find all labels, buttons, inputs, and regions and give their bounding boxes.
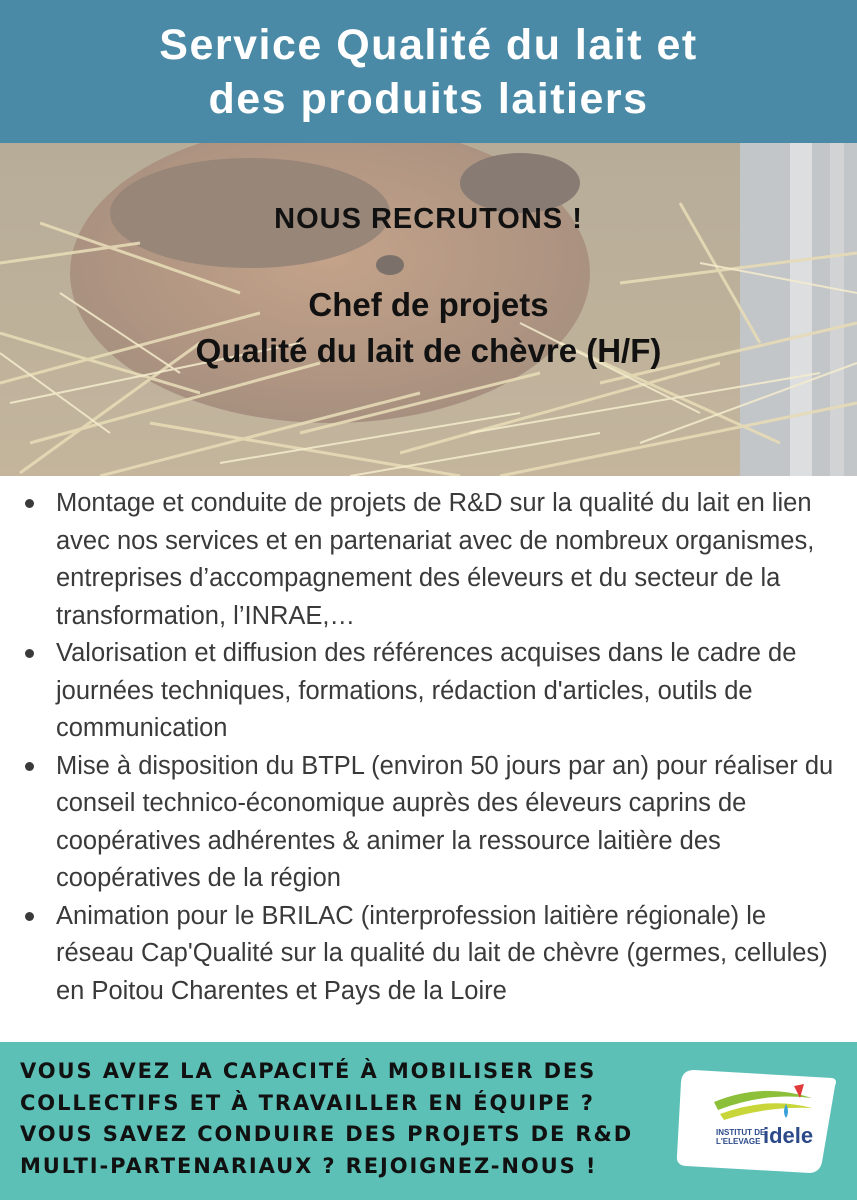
bullet-icon — [25, 649, 34, 658]
logo-badge-icon — [672, 1062, 840, 1180]
job-title-line-1: Chef de projets — [308, 286, 549, 323]
footer-banner — [0, 1042, 857, 1200]
list-item-text: Animation pour le BRILAC (interprofession laitière régionale) le réseau Cap'Qualité sur la qualité du lait de chèvre (germes, cellules) en Poitou Charentes et Pays de la Loire — [56, 901, 828, 1005]
bullet-icon — [25, 762, 34, 771]
cta-line-2: COLLECTIFS ET À TRAVAILLER EN ÉQUIPE ? — [20, 1090, 595, 1115]
page-title-line-2: des produits laitiers — [208, 74, 649, 123]
bullet-icon — [25, 912, 34, 921]
job-title — [0, 282, 857, 374]
list-item — [22, 485, 842, 635]
cta-line-1: VOUS AVEZ LA CAPACITÉ À MOBILISER DES — [20, 1059, 597, 1083]
missions-list — [22, 485, 842, 1010]
call-to-action — [20, 1056, 680, 1182]
cta-line-3: VOUS SAVEZ CONDUIRE DES PROJETS DE R&D — [20, 1122, 634, 1146]
list-item-text: Montage et conduite de projets de R&D sur la qualité du lait en lien avec nos services et en partenariat avec de nombreux organismes, entreprises d’accompagnement des éleveurs et du secteur de la transformation, l’INRAE,… — [56, 489, 815, 630]
cta-line-4: MULTI-PARTENARIAUX ? REJOIGNEZ-NOUS ! — [20, 1153, 598, 1178]
recruiting-heading: NOUS RECRUTONS ! — [274, 203, 583, 235]
bullet-icon — [25, 499, 34, 508]
list-item-text: Mise à disposition du BTPL (environ 50 jours par an) pour réaliser du conseil technico-économique auprès des éleveurs caprins de coopératives adhérentes & animer la ressource laitière des coopératives de la région — [56, 751, 834, 892]
idele-logo — [672, 1062, 840, 1180]
list-item — [22, 898, 842, 1011]
logo-brand: idele — [763, 1123, 814, 1148]
header-banner — [0, 0, 857, 143]
list-item — [22, 748, 842, 898]
list-item-text: Valorisation et diffusion des références acquises dans le cadre de journées techniques, formations, rédaction d'articles, outils de communication — [56, 639, 797, 742]
job-title-line-2: Qualité du lait de chèvre (H/F) — [195, 332, 662, 369]
logo-text: INSTITUT DE L'ELEVAGE — [716, 1128, 766, 1146]
list-item — [22, 635, 842, 748]
page-title-line-1: Service Qualité du lait et — [159, 20, 698, 69]
